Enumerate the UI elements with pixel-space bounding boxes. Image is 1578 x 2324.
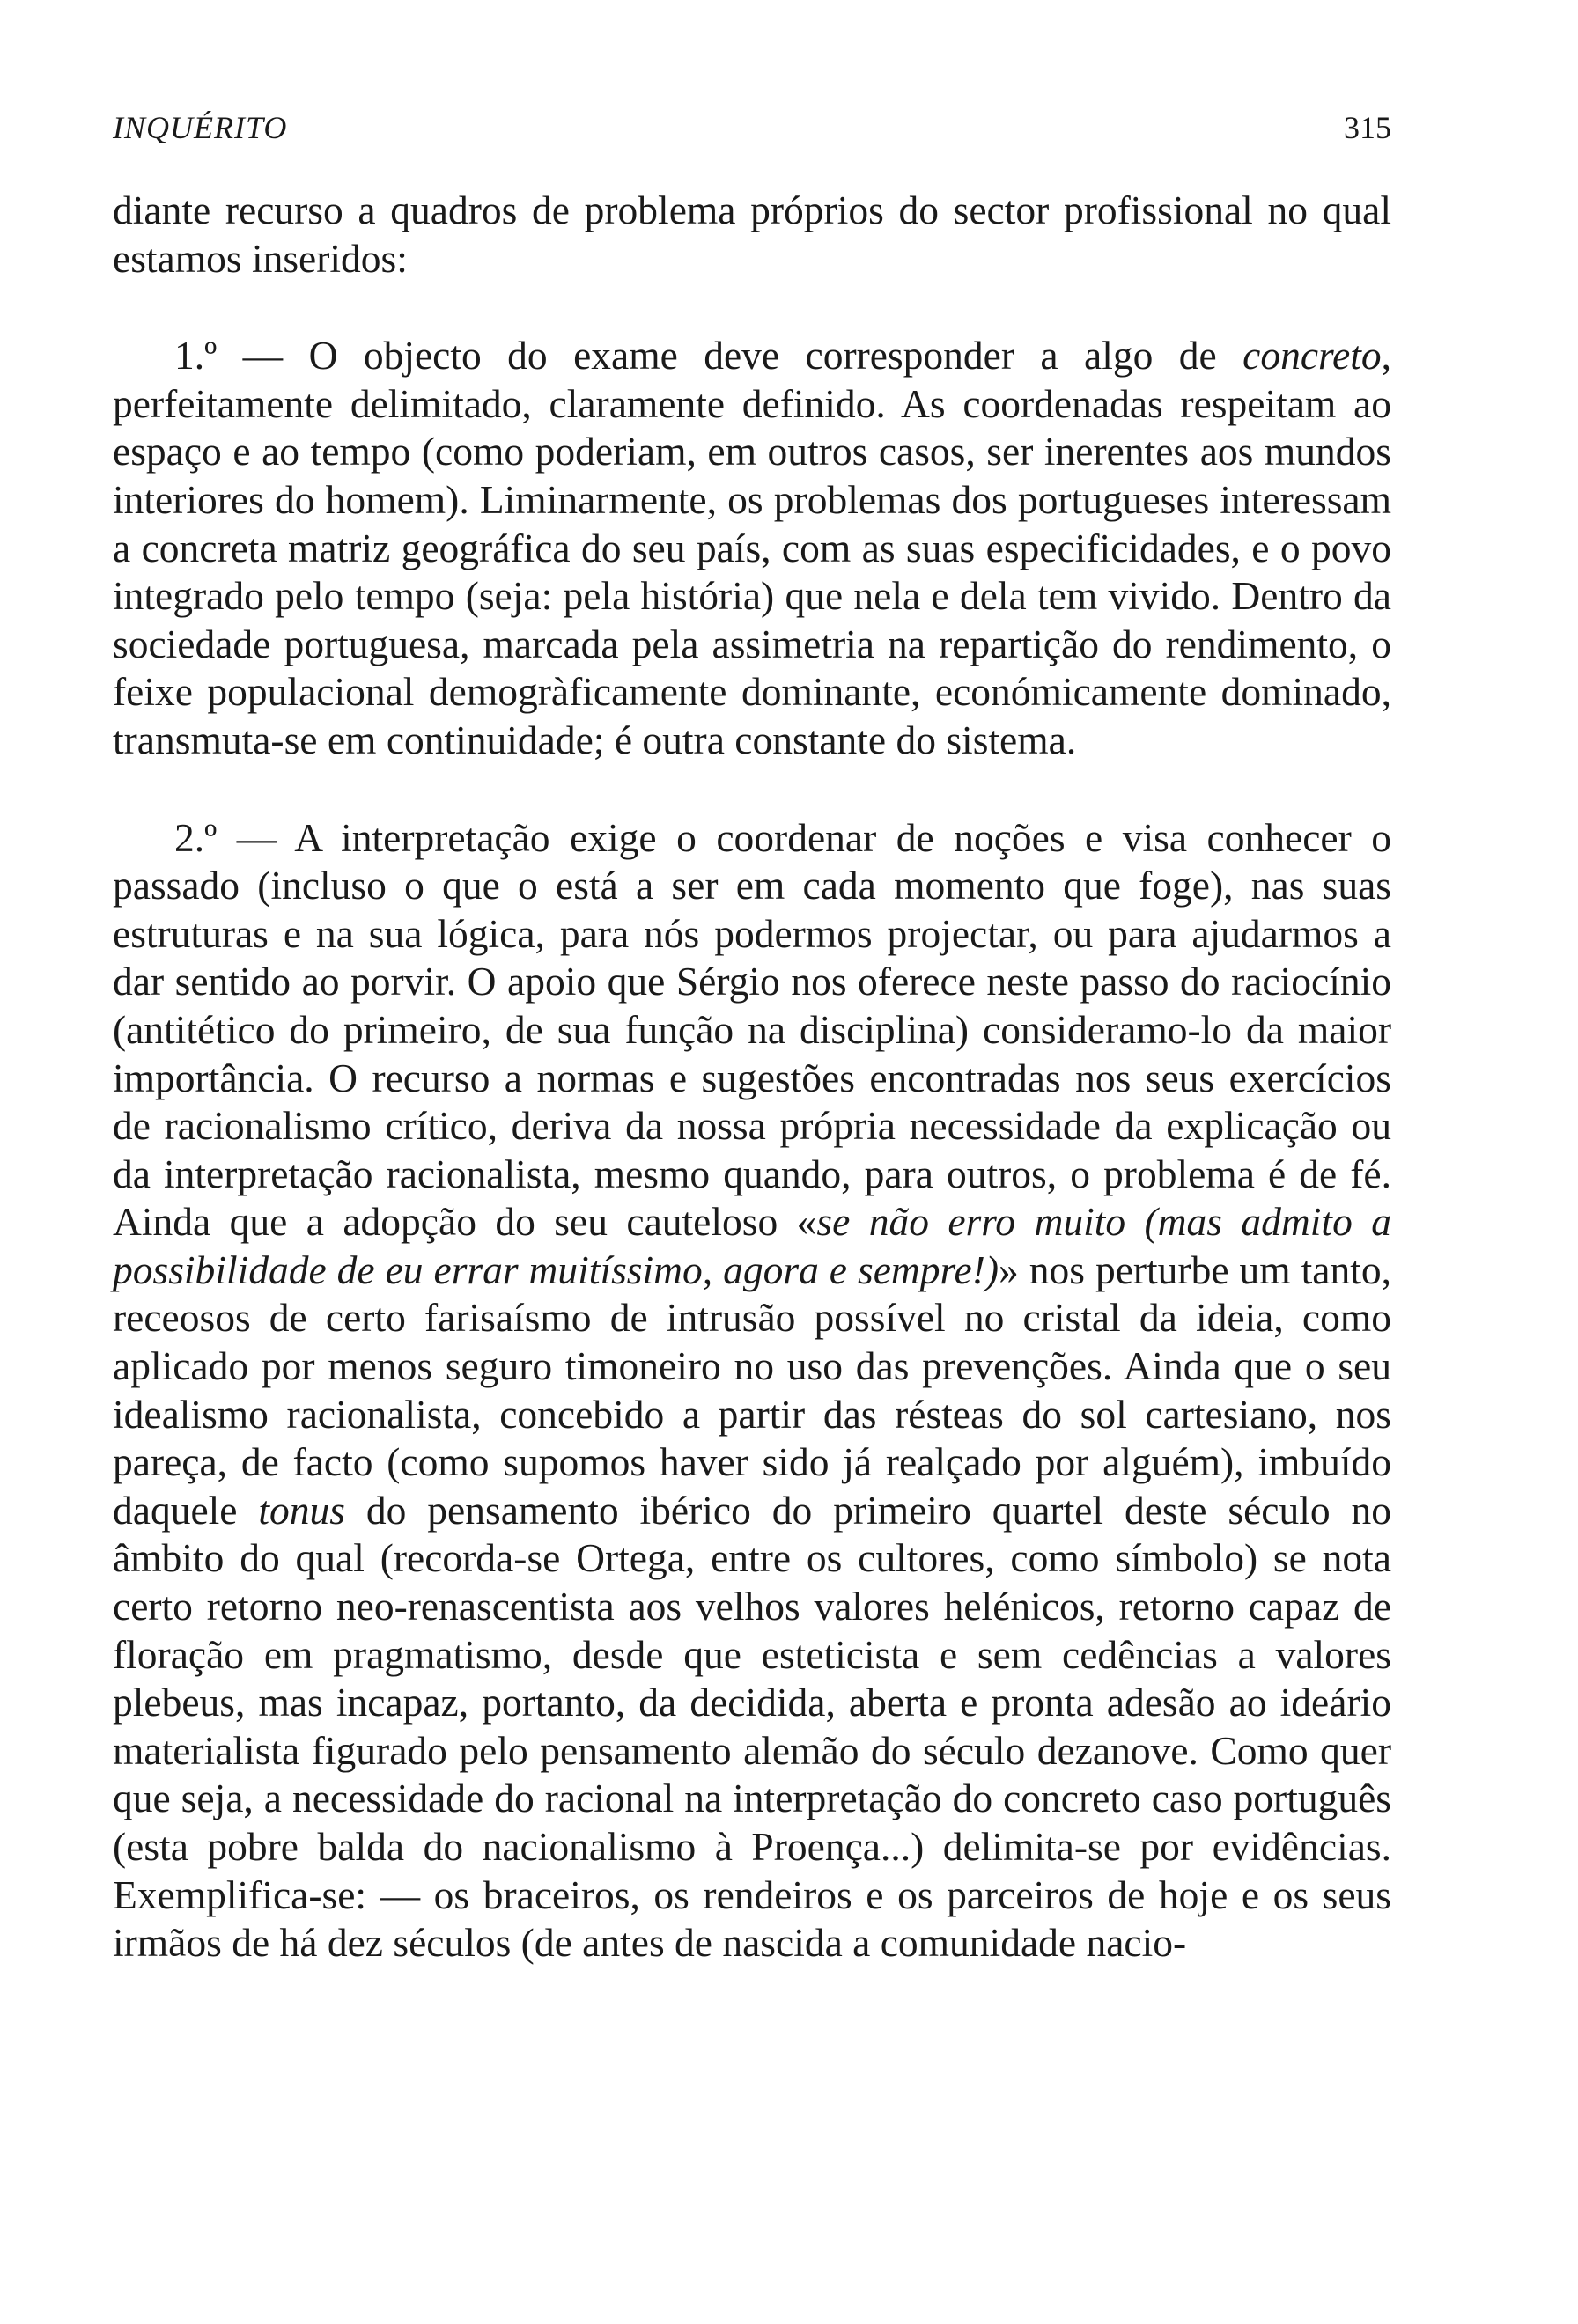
item-1-text-b: , perfeitamente delimitado, claramente definido. As coordenadas respeitam ao espaço e ao tempo (como poderiam, em outros casos, ser inerentes aos mundos interiores do homem). Liminarmente, os problemas dos portugueses interessam a concreta matriz geográfica do seu país, com as suas especificidades, e o povo integrado pelo tempo (seja: pela história) que nela e dela tem vivido. Dentro da sociedade portuguesa, marcada pela assimetria na repartição do rendimento, o feixe populacional demogràficamente dominante, económicamente dominado, transmuta-se em continuidade; é outra constante do sistema. [113,333,1392,762]
item-2-italic-tonus: tonus [258,1487,345,1533]
page-header [113,109,1391,153]
item-1-marker: 1.º — [174,333,309,379]
intro-paragraph: diante recurso a quadros de problema próprios do sector profissional no qual estamos inseridos: [113,188,1391,281]
item-2-text-part2: » nos perturbe um tanto, receosos de certo farisaísmo de intrusão possível no cristal da ideia, como aplicado por menos seguro timoneiro no uso das prevenções. Ainda que o seu idealismo racionalista, concebido a partir das résteas do sol cartesiano, nos pareça, de facto (como supomos haver sido já realçado por alguém), imbuído daquele [113,1247,1391,1533]
paragraph-gap [113,765,1391,814]
running-head: INQUÉRITO [113,110,288,145]
item-2-text-part1: A interpretação exige o coordenar de noções e visa conhecer o passado (incluso o que o está a ser em cada momento que foge), nas suas estruturas e na sua lógica, para nós podermos projectar, ou para ajudarmos a dar sentido ao porvir. O apoio que Sérgio nos oferece neste passo do raciocínio (antitético do primeiro, de sua função na disciplina) consideramo-lo da maior importância. O recurso a normas e sugestões encontradas nos seus exercícios de racionalismo crítico, deriva da nossa própria necessidade da explicação ou da interpretação racionalista, mesmo quando, para outros, o problema é de fé. Ainda que a adopção do seu cauteloso « [113,814,1391,1245]
item-2-italic-quote: se não erro muito (mas admito a possibilidade de eu errar muitíssimo, agora e sempre!) [113,1199,1391,1292]
page-number: 315 [1344,110,1391,145]
body-text [113,187,1391,1967]
item-2-marker: 2.º — [174,814,295,860]
item-1-paragraph [113,332,1391,764]
item-1-italic-concreto: concreto [1242,333,1382,379]
paragraph-gap [113,283,1391,332]
item-1-text-a: O objecto do exame deve corresponder a algo de [308,333,1243,379]
item-2-text-part3: do pensamento ibérico do primeiro quartel deste século no âmbito do qual (recorda-se Ortega, entre os cultores, como símbolo) se nota certo retorno neo-renascentista aos velhos valores helénicos, retorno capaz de floração em pragmatismo, desde que esteticista e sem cedências a valores plebeus, mas incapaz, portanto, da decidida, aberta e pronta adesão ao ideário materialista figurado pelo pensamento alemão do século dezanove. Como quer que seja, a necessidade do racional na interpretação do concreto caso português (esta pobre balda do nacionalismo à Proença...) delimita-se por evidências. Exemplifica-se: — os braceiros, os rendeiros e os parceiros de hoje e os seus irmãos de há dez séculos (de antes de nascida a comunidade nacio- [113,1487,1392,1966]
item-2-paragraph [113,814,1391,1967]
